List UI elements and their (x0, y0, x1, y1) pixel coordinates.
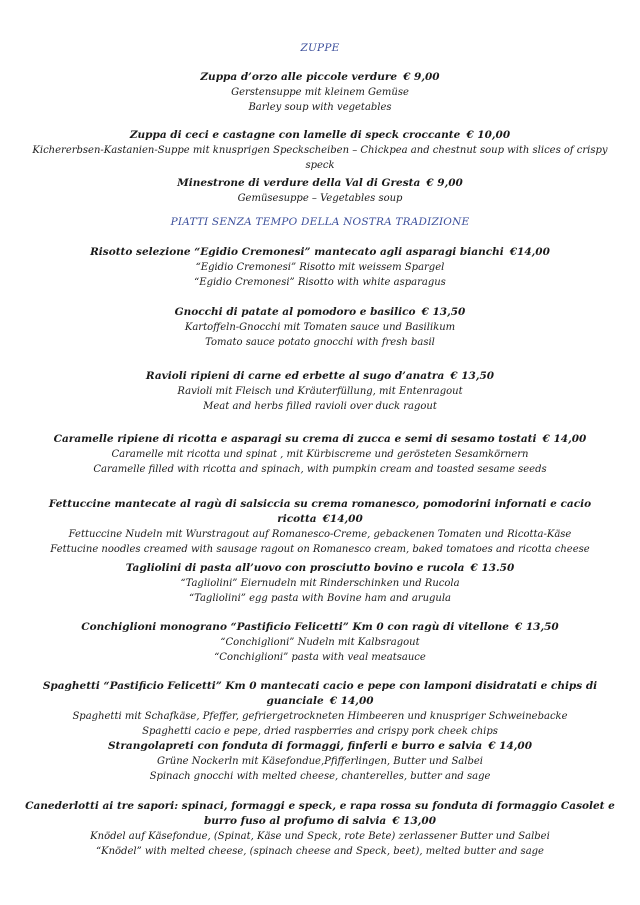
dish-description-de: Kartoffeln-Gnocchi mit Tomaten sauce und Basilikum (184, 322, 456, 333)
dish-description-en: Meat and herbs filled ravioli over duck ragout (203, 401, 437, 412)
dish-name: Strangolapreti con fonduta di formaggi, finferli e burro e salvia € 14,00 (107, 740, 533, 752)
dish-name: Spaghetti “Pastificio Felicetti” Km 0 mantecati cacio e pepe con lamponi disidratati e chips di guanciale € 14,00 (42, 680, 598, 707)
dish-description-de: “Egidio Cremonesi” Risotto mit weissem Spargel (195, 262, 445, 273)
dish-name: Tagliolini di pasta all’uovo con prosciutto bovino e rucola € 13.50 (125, 562, 515, 574)
dish-price: € 9,00 (426, 177, 463, 189)
dish-name: Risotto selezione “Egidio Cremonesi” mantecato agli asparagi bianchi €14,00 (90, 246, 550, 258)
dish-price: € 13,50 (421, 306, 466, 318)
menu-item (20, 176, 620, 206)
dish-name: Minestrone di verdure della Val di Gresta € 9,00 (177, 177, 463, 189)
dish-description-de: Caramelle mit ricotta und spinat , mit Kürbiscreme und gerösteten Sesamkörnern (111, 449, 529, 460)
menu-item (20, 305, 620, 350)
dish-name: Ravioli ripieni di carne ed erbette al sugo d’anatra € 13,50 (145, 370, 495, 382)
dish-description-en: Spaghetti cacio e pepe, dried raspberries and crispy pork cheek chips (142, 726, 498, 737)
section-title-soups: ZUPPE (300, 42, 340, 54)
menu-item (20, 128, 620, 173)
dish-price: € 13,50 (450, 370, 495, 382)
dish-description-en: Tomato sauce potato gnocchi with fresh basil (205, 337, 435, 348)
menu-item (20, 679, 620, 739)
dish-description-de: Knödel auf Käsefondue, (Spinat, Käse und Speck, rote Bete) zerlassener Butter und Salbei (90, 831, 550, 842)
dish-description-de: Grüne Nockerln mit Käsefondue,Pfifferlingen, Butter und Salbei (157, 756, 483, 767)
dish-description-de: “Tagliolini” Eiernudeln mit Rinderschinken und Rucola (180, 578, 460, 589)
dish-description-en: “Egidio Cremonesi” Risotto with white asparagus (194, 277, 446, 288)
dish-name: Caramelle ripiene di ricotta e asparagi su crema di zucca e semi di sesamo tostati € 14,00 (53, 433, 587, 445)
menu-item (20, 799, 620, 859)
dish-description-en: “Tagliolini” egg pasta with Bovine ham and arugula (188, 593, 452, 604)
dish-price: € 13,50 (514, 621, 559, 633)
dish-description-en: Spinach gnocchi with melted cheese, chanterelles, butter and sage (149, 771, 491, 782)
dish-description-en: Barley soup with vegetables (248, 102, 392, 113)
dish-price: €14,00 (322, 513, 363, 525)
dish-description-en: Caramelle filled with ricotta and spinach, with pumpkin cream and toasted sesame seeds (93, 464, 547, 475)
dish-price: € 14,00 (488, 740, 533, 752)
dish-name: Zuppa di ceci e castagne con lamelle di speck croccante € 10,00 (129, 129, 511, 141)
dish-price: € 13.50 (470, 562, 515, 574)
dish-description: Gemüsesuppe – Vegetables soup (237, 193, 403, 204)
dish-price: €14,00 (509, 246, 550, 258)
menu-item (20, 620, 620, 665)
dish-name: Canederlotti ai tre sapori: spinaci, formaggi e speck, e rapa rossa su fonduta di formaggio Casolet e burro fuso al profumo di salvia € 13,00 (25, 800, 615, 827)
menu-item (20, 70, 620, 115)
dish-name: Zuppa d’orzo alle piccole verdure € 9,00 (200, 71, 440, 83)
dish-description-de: Gerstensuppe mit kleinem Gemüse (231, 87, 409, 98)
dish-price: € 10,00 (466, 129, 511, 141)
menu-item (20, 561, 620, 606)
dish-name: Conchiglioni monograno “Pastificio Felicetti” Km 0 con ragù di vitellone € 13,50 (81, 621, 559, 633)
dish-price: € 13,00 (392, 815, 437, 827)
dish-name: Gnocchi di patate al pomodoro e basilico € 13,50 (174, 306, 466, 318)
dish-description: Kichererbsen-Kastanien-Suppe mit knusprigen Speckscheiben – Chickpea and chestnut soup with slices of crispy speck (32, 145, 608, 171)
dish-description-en: “Knödel” with melted cheese, (spinach cheese and Speck, beet), melted butter and sage (96, 846, 544, 857)
dish-description-en: Fettucine noodles creamed with sausage ragout on Romanesco cream, baked tomatoes and ricotta cheese (50, 544, 590, 555)
dish-description-de: “Conchiglioni” Nudeln mit Kalbsragout (220, 637, 420, 648)
menu-item (20, 497, 620, 557)
section-title-tradition: PIATTI SENZA TEMPO DELLA NOSTRA TRADIZIONE (170, 216, 470, 228)
dish-price: € 14,00 (329, 695, 374, 707)
menu-item (20, 739, 620, 784)
dish-description-de: Fettuccine Nudeln mit Wurstragout auf Romanesco-Creme, gebackenen Tomaten und Ricotta-Käse (68, 529, 572, 540)
dish-description-en: “Conchiglioni” pasta with veal meatsauce (214, 652, 426, 663)
dish-description-de: Ravioli mit Fleisch und Kräuterfüllung, mit Entenragout (177, 386, 463, 397)
dish-name: Fettuccine mantecate al ragù di salsiccia su crema romanesco, pomodorini infornati e cacio ricotta €14,00 (48, 498, 592, 525)
dish-price: € 14,00 (542, 433, 587, 445)
dish-description-de: Spaghetti mit Schafkäse, Pfeffer, gefriergetrockneten Himbeeren und knuspriger Schweinebacke (72, 711, 568, 722)
menu-item (20, 432, 620, 477)
dish-price: € 9,00 (403, 71, 440, 83)
menu-item (20, 369, 620, 414)
menu-item (20, 245, 620, 290)
